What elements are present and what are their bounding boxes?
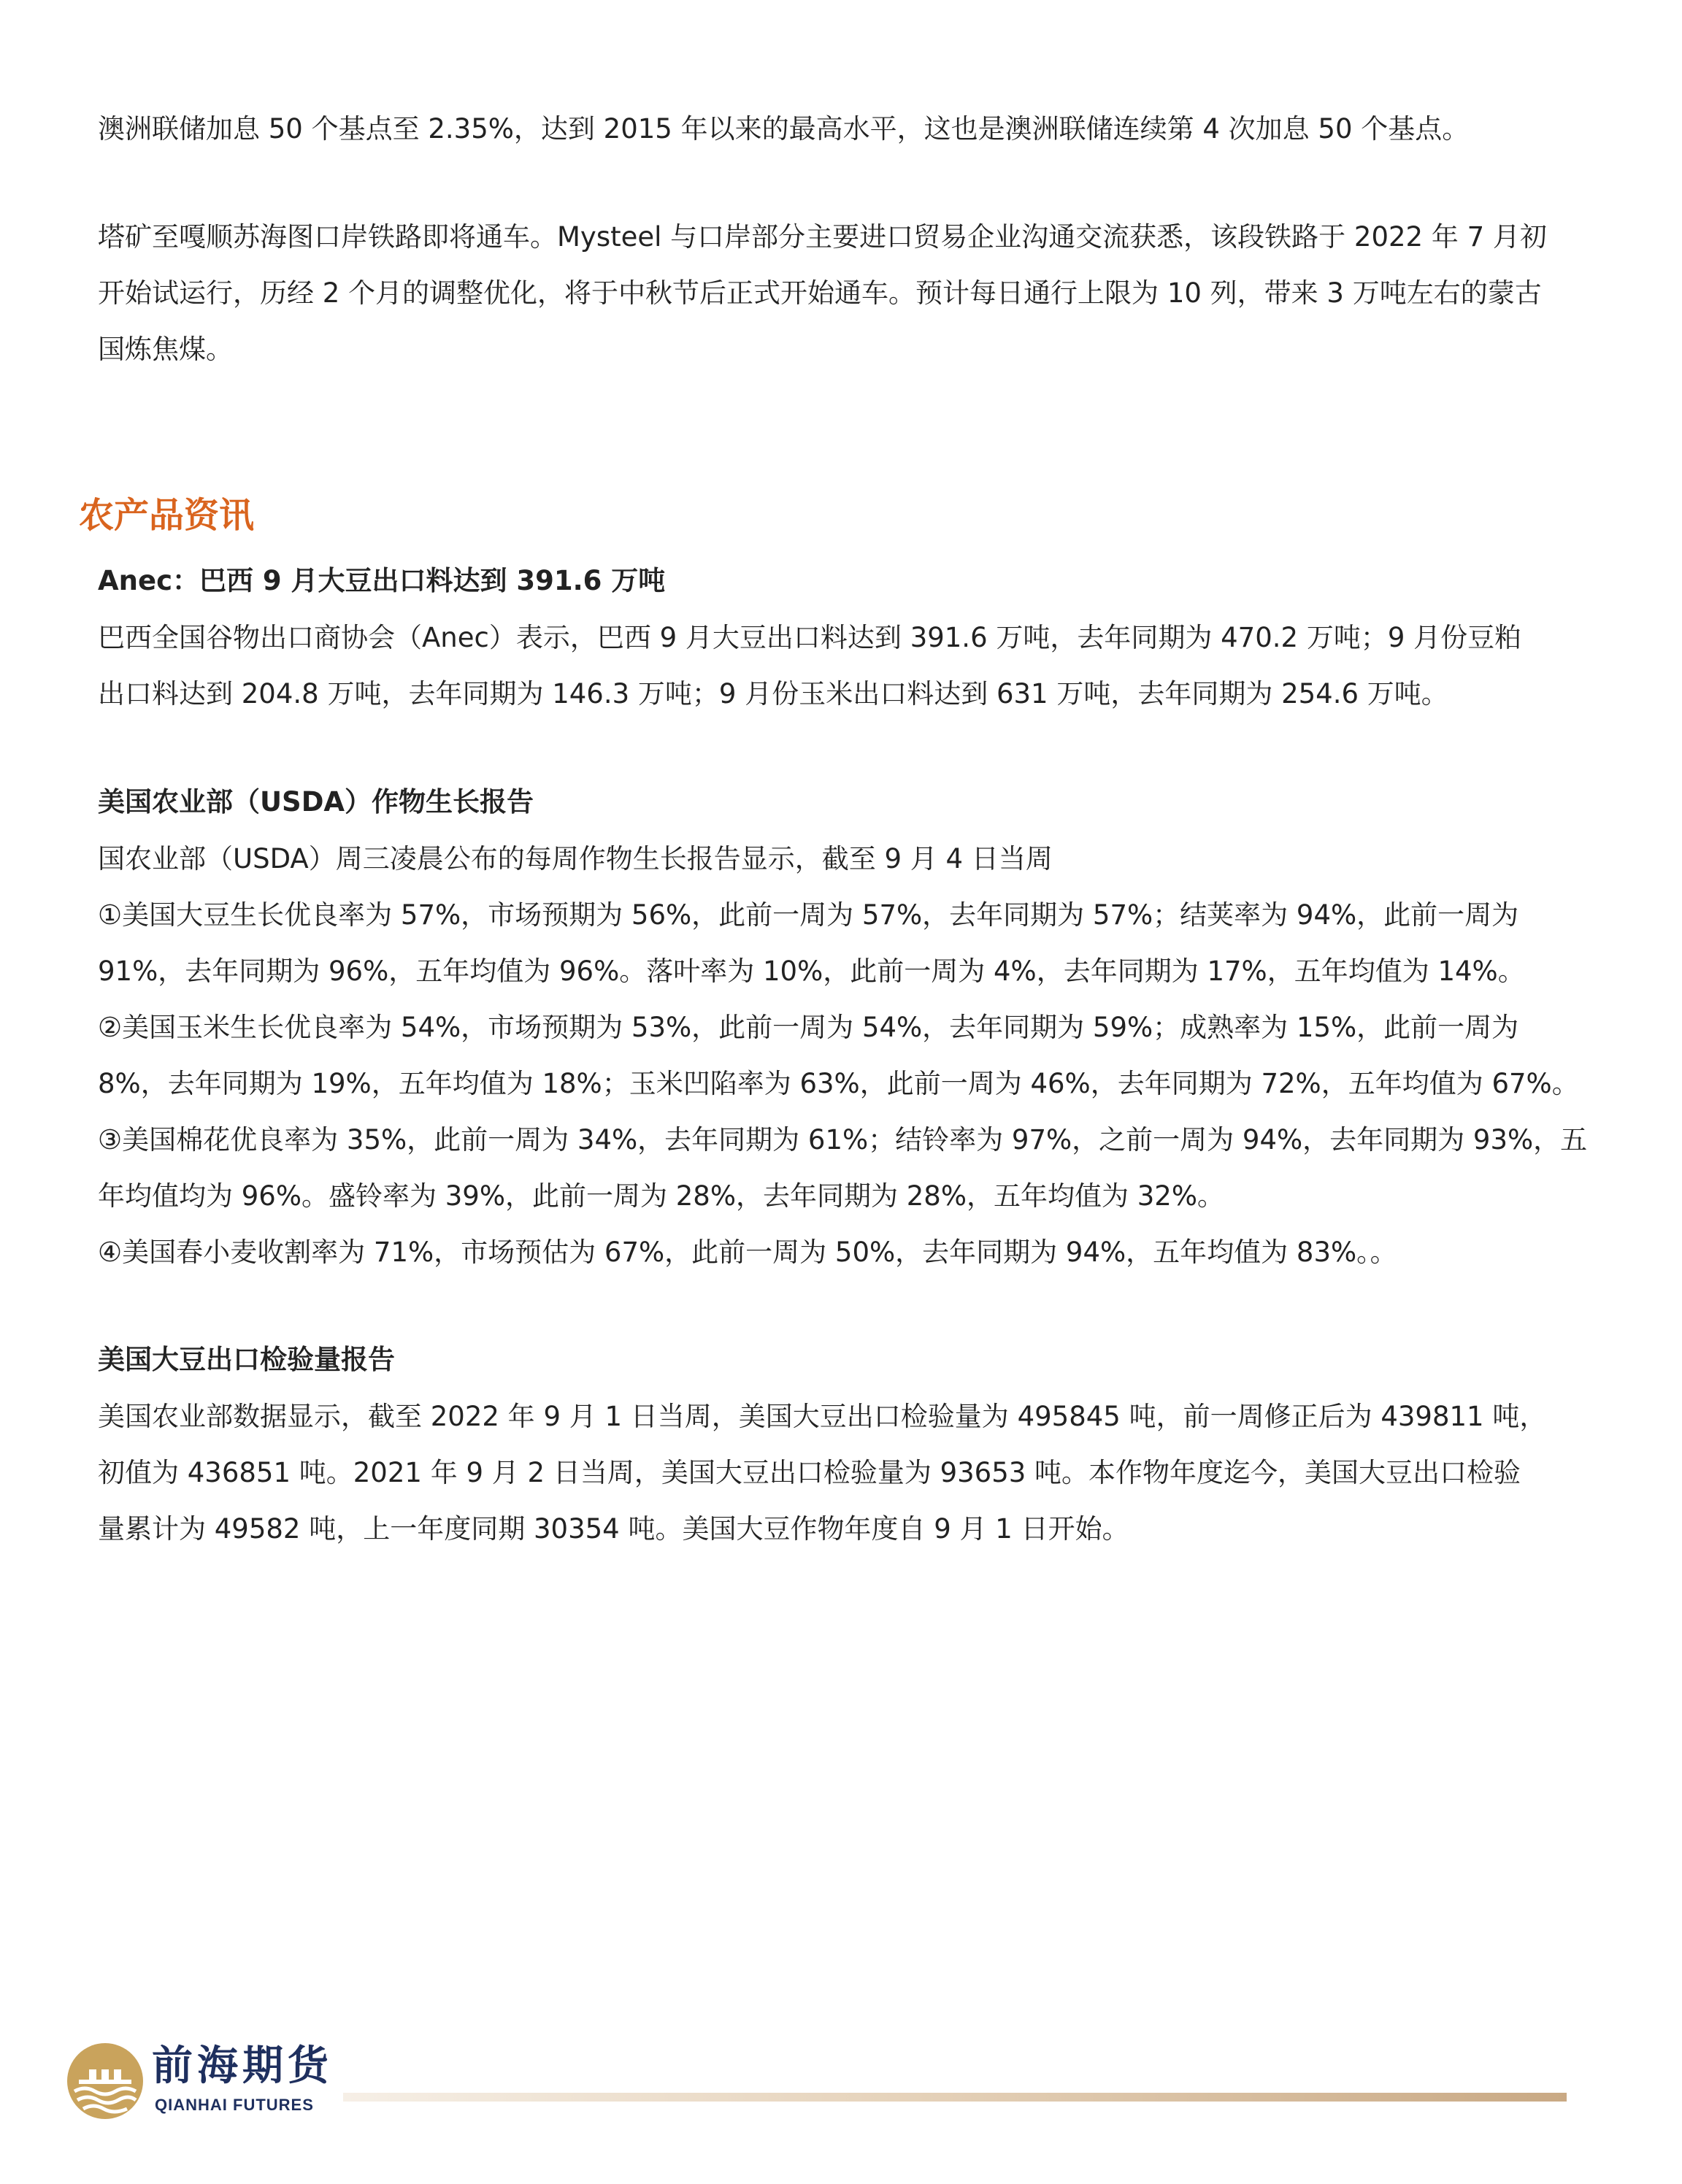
item-line: 美国农业部数据显示，截至 2022 年 9 月 1 日当周，美国大豆出口检验量为 495845 吨，前一周修正后为 439811 吨， — [98, 1401, 1547, 1432]
footer-divider — [343, 2093, 1567, 2102]
item-line: ②美国玉米生长优良率为 54%，市场预期为 53%，此前一周为 54%，去年同期为 59%；成熟率为 15%，此前一周为 — [98, 1012, 1519, 1043]
footer — [64, 2040, 1656, 2128]
item-line: 出口料达到 204.8 万吨，去年同期为 146.3 万吨；9 月份玉米出口料达到 631 万吨，去年同期为 254.6 万吨。 — [98, 678, 1448, 710]
item-title-usda-crop: 美国农业部（USDA）作物生长报告 — [98, 786, 534, 818]
logo-english-name: QIANHAI FUTURES — [155, 2096, 314, 2114]
paragraph-rba-rate-hike: 澳洲联储加息 50 个基点至 2.35%，达到 2015 年以来的最高水平，这也是澳洲联储连续第 4 次加息 50 个基点。 — [98, 113, 1470, 145]
item-line: ③美国棉花优良率为 35%，此前一周为 34%，去年同期为 61%；结铃率为 97%，之前一周为 94%，去年同期为 93%，五 — [98, 1124, 1588, 1156]
item-line: 巴西全国谷物出口商协会（Anec）表示，巴西 9 月大豆出口料达到 391.6 万吨，去年同期为 470.2 万吨；9 月份豆粕 — [98, 622, 1522, 653]
item-title-soy-inspection: 美国大豆出口检验量报告 — [98, 1344, 395, 1375]
item-line: 年均值均为 96%。盛铃率为 39%，此前一周为 28%，去年同期为 28%，五年均值为 32%。 — [98, 1180, 1224, 1212]
qianhai-logo-icon — [64, 2040, 146, 2122]
item-title-anec: Anec：巴西 9 月大豆出口料达到 391.6 万吨 — [98, 565, 666, 596]
section-title: 农产品资讯 — [79, 495, 255, 536]
item-line: 8%，去年同期为 19%，五年均值为 18%；玉米凹陷率为 63%，此前一周为 46%，去年同期为 72%，五年均值为 67%。 — [98, 1068, 1579, 1099]
logo-chinese-name: 前海期货 — [152, 2042, 333, 2090]
item-line: ④美国春小麦收割率为 71%，市场预估为 67%，此前一周为 50%，去年同期为 94%，五年均值为 83%。。 — [98, 1237, 1397, 1268]
item-line: 91%，去年同期为 96%，五年均值为 96%。落叶率为 10%，此前一周为 4%，去年同期为 17%，五年均值为 14%。 — [98, 956, 1525, 987]
paragraph-railway-opening: 塔矿至嘎顺苏海图口岸铁路即将通车。Mysteel 与口岸部分主要进口贸易企业沟通交流获悉，该段铁路于 2022 年 7 月初开始试运行，历经 2 个月的调整优化，将于中秋节后正式开始通车。预计每日通行上限为 10 列，带来 3 万吨左右的蒙古国炼焦煤。 — [98, 221, 1547, 365]
item-line: 国农业部（USDA）周三凌晨公布的每周作物生长报告显示，截至 9 月 4 日当周 — [98, 843, 1053, 874]
item-line: 量累计为 49582 吨，上一年度同期 30354 吨。美国大豆作物年度自 9 月 1 日开始。 — [98, 1513, 1129, 1545]
item-line: 初值为 436851 吨。2021 年 9 月 2 日当周，美国大豆出口检验量为 93653 吨。本作物年度迄今，美国大豆出口检验 — [98, 1457, 1521, 1488]
item-line: ①美国大豆生长优良率为 57%，市场预期为 56%，此前一周为 57%，去年同期为 57%；结荚率为 94%，此前一周为 — [98, 899, 1519, 931]
